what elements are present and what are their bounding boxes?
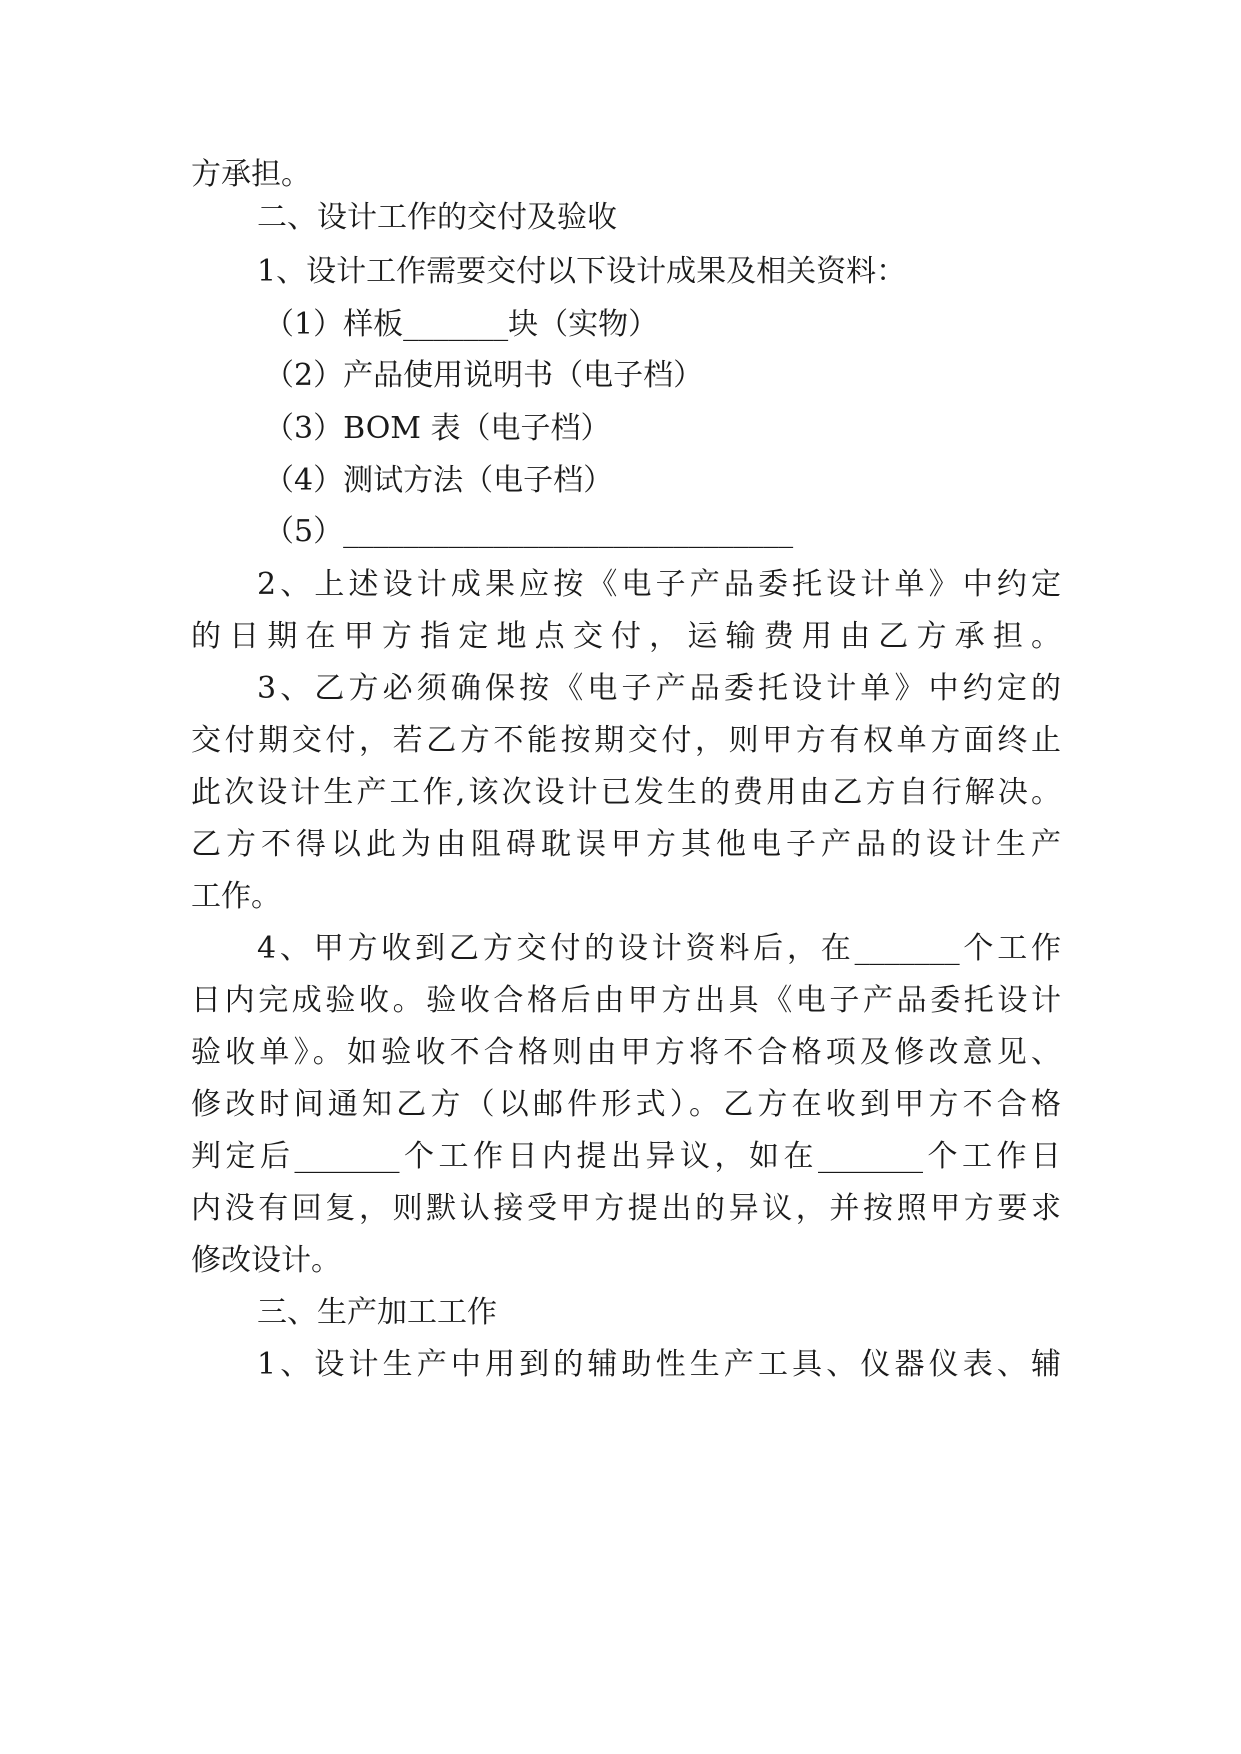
paragraph-line: 4、甲方收到乙方交付的设计资料后，在_______个工作 [257,931,1061,966]
paragraph-line: 内没有回复，则默认接受甲方提出的异议，并按照甲方要求 [191,1191,1061,1226]
paragraph-line: 方承担。 [191,157,311,192]
paragraph-line: 此次设计生产工作,该次设计已发生的费用由乙方自行解决。 [191,775,1061,810]
paragraph-line: 交付期交付，若乙方不能按期交付，则甲方有权单方面终止 [191,723,1061,758]
paragraph-line: 2、上述设计成果应按《电子产品委托设计单》中约定 [257,567,1061,602]
paragraph-line: 判定后_______个工作日内提出异议，如在_______个工作日 [191,1139,1061,1174]
paragraph-line: 3、乙方必须确保按《电子产品委托设计单》中约定的 [257,671,1061,706]
paragraph-line: 修改设计。 [191,1243,341,1278]
paragraph-line: 验收单》。如验收不合格则由甲方将不合格项及修改意见、 [191,1035,1061,1070]
list-item: （5）______________________________ [264,514,794,549]
paragraph-line: 修改时间通知乙方（以邮件形式）。乙方在收到甲方不合格 [191,1087,1061,1122]
paragraph-line: 乙方不得以此为由阻碍耽误甲方其他电子产品的设计生产 [191,827,1061,862]
list-item: （1）样板_______块（实物） [264,307,659,342]
list-item: （3）BOM 表（电子档） [264,411,611,446]
paragraph-line: 1、设计生产中用到的辅助性生产工具、仪器仪表、辅 [257,1347,1061,1382]
paragraph-line: 1、设计工作需要交付以下设计成果及相关资料： [257,254,907,289]
section-heading: 二、设计工作的交付及验收 [257,200,617,235]
section-heading: 三、生产加工工作 [257,1295,497,1330]
paragraph-line: 日内完成验收。验收合格后由甲方出具《电子产品委托设计 [191,983,1061,1018]
list-item: （2）产品使用说明书（电子档） [264,358,704,393]
paragraph-line: 工作。 [191,879,281,914]
paragraph-line: 的日期在甲方指定地点交付，运输费用由乙方承担。 [191,619,1061,654]
list-item: （4）测试方法（电子档） [264,463,614,498]
